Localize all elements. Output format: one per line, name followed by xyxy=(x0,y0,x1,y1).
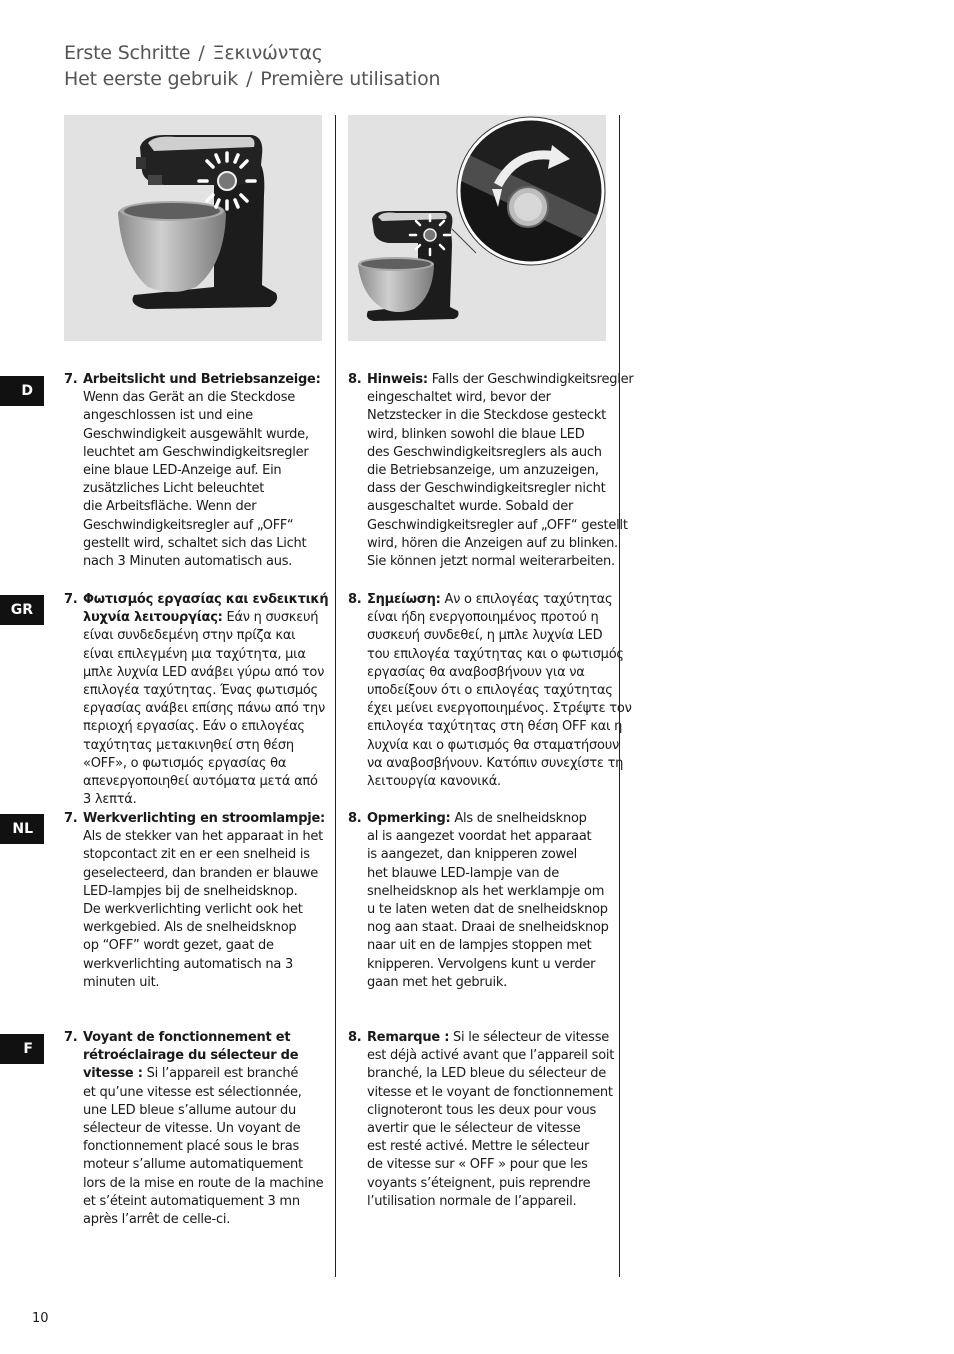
text-line: vitesse : Si l’appareil est branché xyxy=(83,1066,299,1082)
step-number: 8. xyxy=(348,372,362,387)
text-line xyxy=(83,1029,323,1047)
text-line: avertir que le sélecteur de vitesse xyxy=(367,1121,581,1137)
text-line: werkverlichting automatisch na 3 xyxy=(83,956,293,972)
step-number: 7. xyxy=(64,811,78,826)
instruction-text xyxy=(367,591,632,791)
text-line: Geschwindigkeit ausgewählt wurde, xyxy=(83,426,309,442)
text-line: «OFF», ο φωτισμός εργασίας θα xyxy=(83,755,287,771)
text-line: et qu’une vitesse est sélectionnée, xyxy=(83,1084,302,1100)
text-line: angeschlossen ist und eine xyxy=(83,408,253,424)
language-tab-nl: NL xyxy=(0,814,44,844)
text-line: eingeschaltet wird, bevor der xyxy=(367,390,551,406)
text-line: De werkverlichting verlicht ook het xyxy=(83,902,303,918)
header-line-1 xyxy=(64,40,440,66)
text-line: Geschwindigkeitsregler auf „OFF“ xyxy=(83,517,294,533)
text-line: stopcontact zit en er een snelheid is xyxy=(83,847,310,863)
header-line-2 xyxy=(64,66,440,92)
text-line: Opmerking: Als de snelheidsknop xyxy=(367,811,587,826)
text-line: clignoteront tous les deux pour vous xyxy=(367,1102,596,1118)
text-line: ausgeschaltet wurde. Sobald der xyxy=(367,499,574,515)
instruction-text xyxy=(83,591,328,809)
text-line: naar uit en de lampjes stoppen met xyxy=(367,938,592,954)
title-fr: Première utilisation xyxy=(260,68,441,90)
step-number: 8. xyxy=(348,1030,362,1045)
text-line: είναι συνδεδεμένη στην πρίζα και xyxy=(83,628,296,644)
text-line: λυχνία και ο φωτισμός θα σταματήσουν xyxy=(367,737,620,753)
text-line: branché, la LED bleue du sélecteur de xyxy=(367,1066,606,1082)
page-number: 10 xyxy=(32,1311,49,1326)
bold-heading: Werkverlichting en stroomlampje: xyxy=(83,811,326,826)
instruction-text xyxy=(367,810,609,992)
text-line: wird, hören die Anzeigen auf zu blinken. xyxy=(367,535,618,551)
step-number: 8. xyxy=(348,811,362,826)
text-line: sélecteur de vitesse. Un voyant de xyxy=(83,1121,301,1137)
bold-heading: Remarque : xyxy=(367,1030,450,1045)
text-line: minuten uit. xyxy=(83,974,160,990)
text-line: επιλογέα ταχύτητας στη θέση OFF και η xyxy=(367,719,623,735)
text-line: είναι ήδη ενεργοποιημένος προτού η xyxy=(367,610,599,626)
text-line: να αναβοσβήνουν. Κατόπιν συνεχίστε τη xyxy=(367,755,624,771)
text-line: est resté activé. Mettre le sélecteur xyxy=(367,1139,590,1155)
text-line xyxy=(83,591,328,609)
text-line: έχει μείνει ενεργοποιημένος. Στρέψτε τον xyxy=(367,701,632,717)
text-line: het blauwe LED-lampje van de xyxy=(367,865,559,881)
bold-heading: λυχνία λειτουργίας: xyxy=(83,610,223,626)
text-line: leuchtet am Geschwindigkeitsregler xyxy=(83,444,309,460)
bold-heading: Σημείωση: xyxy=(367,592,441,607)
instruction-text xyxy=(83,810,325,992)
text-line: et s’éteint automatiquement 3 mn xyxy=(83,1193,300,1209)
text-line: υποδείξουν ότι ο επιλογέας ταχύτητας xyxy=(367,683,613,699)
language-tab-de: D xyxy=(0,376,44,406)
bold-heading: vitesse : xyxy=(83,1066,143,1082)
text-line: is aangezet, dan knipperen zowel xyxy=(367,847,578,863)
text-line: al is aangezet voordat het apparaat xyxy=(367,829,592,845)
text-line: Σημείωση: Αν ο επιλογέας ταχύτητας xyxy=(367,592,613,607)
text-line: λειτουργία κανονικά. xyxy=(367,774,501,790)
text-line: περιοχή εργασίας. Εάν ο επιλογέας xyxy=(83,719,305,735)
text-line: knipperen. Vervolgens kunt u verder xyxy=(367,956,596,972)
text-line: Sie können jetzt normal weiterarbeiten. xyxy=(367,554,615,570)
text-line: Remarque : Si le sélecteur de vitesse xyxy=(367,1030,609,1045)
bold-heading: Opmerking: xyxy=(367,811,451,826)
text-line: une LED bleue s’allume autour du xyxy=(83,1102,297,1118)
instruction-text xyxy=(367,1029,614,1211)
text-line: επιλογέα ταχύτητας. Ένας φωτισμός xyxy=(83,683,318,699)
text-line: Geschwindigkeitsregler auf „OFF“ gestellt xyxy=(367,517,628,533)
instruction-text xyxy=(83,371,321,571)
text-line xyxy=(83,1047,323,1065)
text-line: Wenn das Gerät an die Steckdose xyxy=(83,390,296,406)
speed-knob-illustration xyxy=(348,115,606,341)
step-number: 7. xyxy=(64,592,78,607)
text-line: ταχύτητας μετακινηθεί στη θέση xyxy=(83,737,294,753)
text-line: werkgebied. Als de snelheidsknop xyxy=(83,920,297,936)
text-line: gestellt wird, schaltet sich das Licht xyxy=(83,535,307,551)
text-line: lors de la mise en route de la machine xyxy=(83,1175,324,1191)
text-line: zusätzliches Licht beleuchtet xyxy=(83,481,265,497)
text-line xyxy=(83,371,321,389)
bold-heading: Voyant de fonctionnement et xyxy=(83,1030,291,1045)
text-line: l’utilisation normale de l’appareil. xyxy=(367,1193,577,1209)
column-divider xyxy=(335,115,336,1277)
text-line: nog aan staat. Draai de snelheidsknop xyxy=(367,920,609,936)
title-separator: / xyxy=(246,68,253,90)
text-line: vitesse et le voyant de fonctionnement xyxy=(367,1084,613,1100)
stand-mixer-image xyxy=(64,115,322,341)
text-line: λυχνία λειτουργίας: Εάν η συσκευή xyxy=(83,610,319,626)
step-number: 7. xyxy=(64,372,78,387)
text-line: εργασίας θα αναβοσβήνουν για να xyxy=(367,664,585,680)
bold-heading: Hinweis: xyxy=(367,372,428,387)
step-number: 8. xyxy=(348,592,362,607)
title-gr: Ξεκινώντας xyxy=(212,42,323,64)
text-line: snelheidsknop als het werklampje om xyxy=(367,883,605,899)
text-line: est déjà activé avant que l’appareil soit xyxy=(367,1048,615,1064)
text-line: op “OFF” wordt gezet, gaat de xyxy=(83,938,274,954)
text-line: εργασίας ανάβει επίσης πάνω από την xyxy=(83,701,325,717)
bold-heading: Φωτισμός εργασίας και ενδεικτική xyxy=(83,592,329,607)
text-line xyxy=(83,810,325,828)
text-line: geselecteerd, dan branden er blauwe xyxy=(83,865,318,881)
mixer-light-illustration xyxy=(64,115,322,341)
page-header xyxy=(64,40,440,92)
text-line: LED-lampjes bij de snelheidsknop. xyxy=(83,883,298,899)
text-line: de vitesse sur « OFF » pour que les xyxy=(367,1157,588,1173)
text-line: après l’arrêt de celle-ci. xyxy=(83,1212,231,1228)
language-tab-fr: F xyxy=(0,1034,44,1064)
title-de: Erste Schritte xyxy=(64,42,191,64)
text-line: voyants s’éteignent, puis reprendre xyxy=(367,1175,591,1191)
text-line: die Arbeitsfläche. Wenn der xyxy=(83,499,257,515)
text-line: του επιλογέα ταχύτητας και ο φωτισμός xyxy=(367,646,624,662)
text-line: eine blaue LED-Anzeige auf. Ein xyxy=(83,463,282,479)
text-line: fonctionnement placé sous le bras xyxy=(83,1139,299,1155)
speed-knob-image xyxy=(348,115,606,341)
text-line: des Geschwindigkeitsreglers als auch xyxy=(367,444,602,460)
text-line: gaan met het gebruik. xyxy=(367,974,508,990)
text-line: Hinweis: Falls der Geschwindigkeitsregler xyxy=(367,372,634,387)
text-line: απενεργοποιηθεί αυτόματα μετά από xyxy=(83,774,318,790)
text-line: die Betriebsanzeige, um anzuzeigen, xyxy=(367,463,599,479)
instruction-text xyxy=(367,371,633,571)
text-line: 3 λεπτά. xyxy=(83,792,137,808)
text-line: moteur s’allume automatiquement xyxy=(83,1157,303,1173)
text-line: Netzstecker in die Steckdose gesteckt xyxy=(367,408,606,424)
text-line: Als de stekker van het apparaat in het xyxy=(83,829,323,845)
text-line: wird, blinken sowohl die blaue LED xyxy=(367,426,585,442)
text-line: συσκευή συνδεθεί, η μπλε λυχνία LED xyxy=(367,628,603,644)
text-line: μπλε λυχνία LED ανάβει γύρω από τον xyxy=(83,664,325,680)
text-line: είναι επιλεγμένη μια ταχύτητα, μια xyxy=(83,646,306,662)
text-line: nach 3 Minuten automatisch aus. xyxy=(83,554,293,570)
text-line: u te laten weten dat de snelheidsknop xyxy=(367,902,608,918)
language-tab-gr: GR xyxy=(0,595,44,625)
bold-heading: rétroéclairage du sélecteur de xyxy=(83,1048,299,1064)
title-nl: Het eerste gebruik xyxy=(64,68,239,90)
text-line: dass der Geschwindigkeitsregler nicht xyxy=(367,481,606,497)
instruction-text xyxy=(83,1029,323,1229)
step-number: 7. xyxy=(64,1030,78,1045)
title-separator: / xyxy=(198,42,205,64)
bold-heading: Arbeitslicht und Betriebsanzeige: xyxy=(83,372,321,387)
